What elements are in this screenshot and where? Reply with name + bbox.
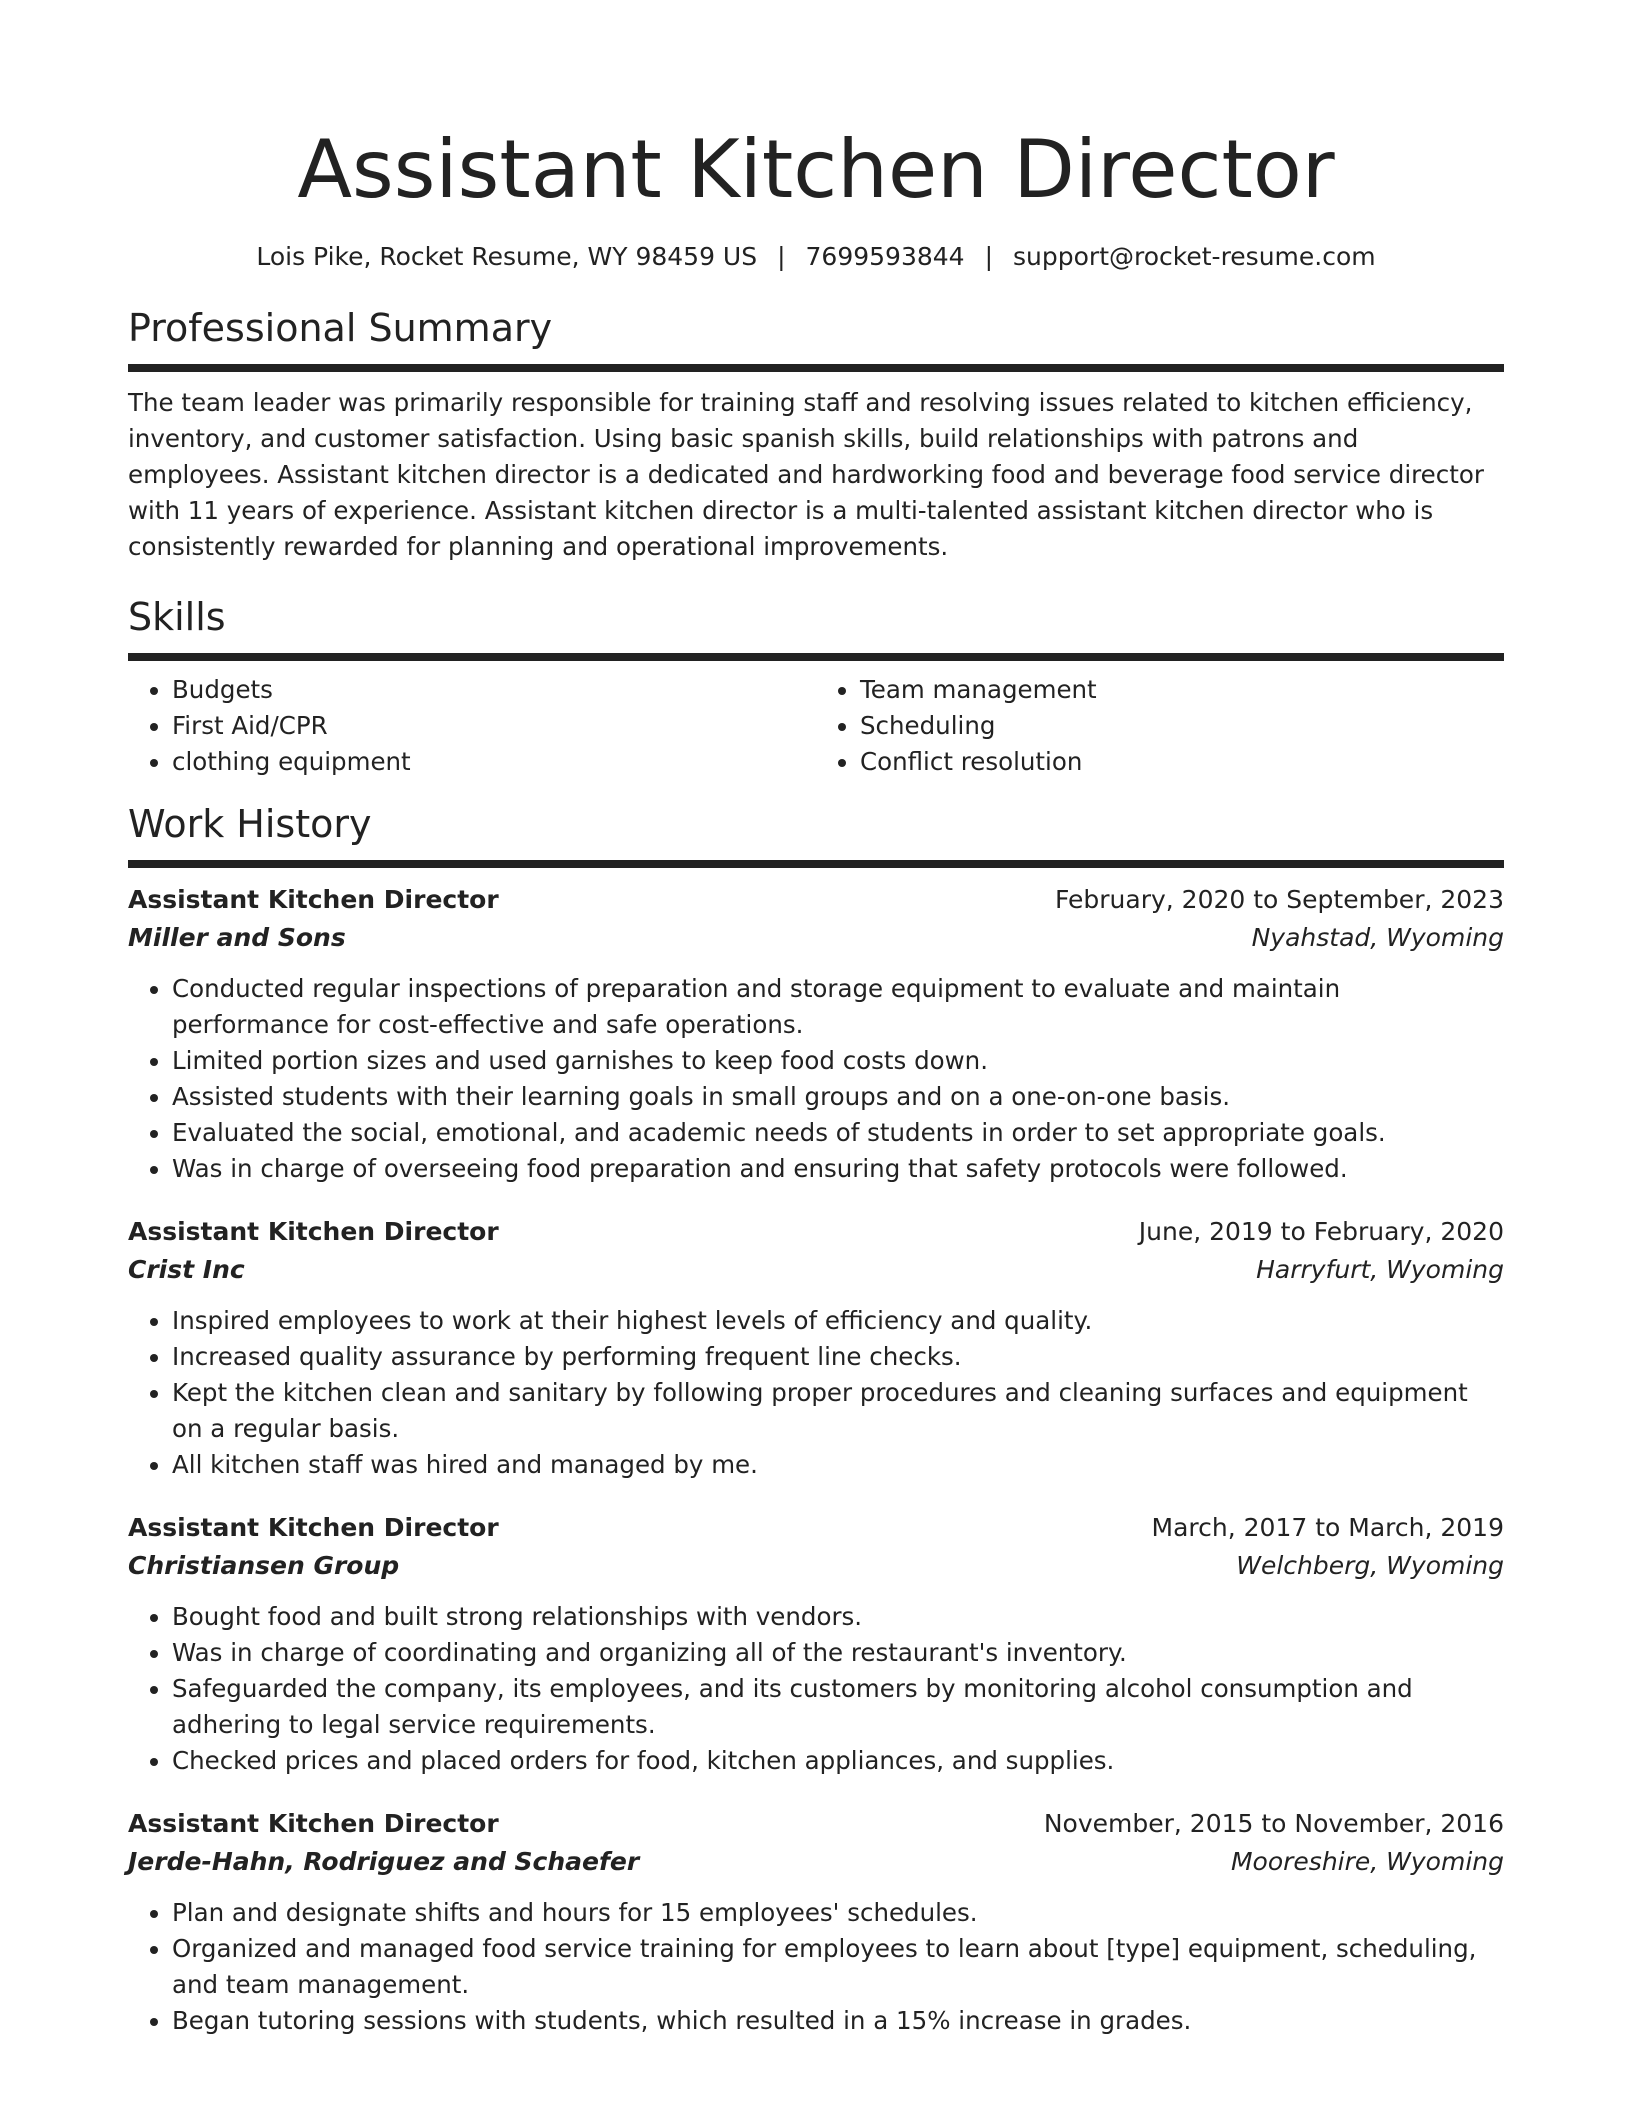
- skill-item: • Team management: [860, 672, 1504, 708]
- job-header: [128, 1509, 1504, 1547]
- section-rule: [128, 364, 1504, 371]
- summary-heading: Professional Summary: [128, 306, 553, 350]
- job-company: Miller and Sons: [128, 923, 346, 952]
- summary-text: The team leader was primarily responsible for training staff and resolving issues related to kitchen efficiency, inventory, and customer satisfaction. Using basic spanish skills, build relationships with patrons and employees. Assistant kitchen director is a dedicated and hardworking food and beverage food service director with 11 years of experience. Assistant kitchen director is a multi-talented assistant kitchen director who is consistently rewarded for planning and operational improvements.: [128, 388, 1484, 561]
- job-entry: [128, 1805, 1504, 2039]
- skill-item: • Conflict resolution: [860, 744, 1504, 780]
- job-bullet: • All kitchen staff was hired and managed by me.: [172, 1447, 1504, 1483]
- job-entry: [128, 1213, 1504, 1483]
- job-bullets: [128, 1895, 1504, 2039]
- job-company: Christiansen Group: [128, 1551, 400, 1580]
- job-bullet: • Was in charge of overseeing food preparation and ensuring that safety protocols were followed.: [172, 1151, 1504, 1187]
- job-subheader: [128, 1547, 1504, 1585]
- work-heading: Work History: [128, 802, 372, 846]
- skills-section: [128, 593, 1504, 780]
- skill-item: • Budgets: [172, 672, 816, 708]
- job-bullet: • Evaluated the social, emotional, and academic needs of students in order to set appropriate goals.: [172, 1115, 1504, 1151]
- job-bullets: [128, 1599, 1504, 1779]
- skills-list-left: [128, 672, 816, 780]
- contact-address: Lois Pike, Rocket Resume, WY 98459 US: [256, 242, 758, 271]
- job-bullet: • Increased quality assurance by performing frequent line checks.: [172, 1339, 1504, 1375]
- skills-heading: Skills: [128, 595, 226, 639]
- job-bullets: [128, 1303, 1504, 1483]
- job-bullet: • Kept the kitchen clean and sanitary by following proper procedures and cleaning surfaces and equipment on a regular basis.: [172, 1375, 1504, 1447]
- job-location: Mooreshire, Wyoming: [1230, 1847, 1504, 1876]
- job-bullet: • Inspired employees to work at their highest levels of efficiency and quality.: [172, 1303, 1504, 1339]
- job-subheader: [128, 1843, 1504, 1881]
- job-company: Jerde-Hahn, Rodriguez and Schaefer: [128, 1847, 640, 1876]
- skills-list-right: [816, 672, 1504, 780]
- resume-title: Assistant Kitchen Director: [297, 123, 1335, 216]
- contact-phone: 7699593844: [805, 242, 965, 271]
- job-title: Assistant Kitchen Director: [128, 1513, 499, 1542]
- resume-page: [128, 0, 1504, 2039]
- job-bullet: • Organized and managed food service training for employees to learn about [type] equipment, scheduling, and team management.: [172, 1931, 1504, 2003]
- job-bullet: • Plan and designate shifts and hours for 15 employees' schedules.: [172, 1895, 1504, 1931]
- job-location: Nyahstad, Wyoming: [1251, 923, 1504, 952]
- job-location: Welchberg, Wyoming: [1236, 1551, 1504, 1580]
- work-section: [128, 800, 1504, 2039]
- job-bullet: • Bought food and built strong relationships with vendors.: [172, 1599, 1504, 1635]
- job-dates: November, 2015 to November, 2016: [1043, 1809, 1504, 1838]
- contact-email: support@rocket-resume.com: [1013, 242, 1376, 271]
- skill-item: • First Aid/CPR: [172, 708, 816, 744]
- skill-item: • clothing equipment: [172, 744, 816, 780]
- job-header: [128, 881, 1504, 919]
- job-subheader: [128, 919, 1504, 957]
- job-bullet: • Conducted regular inspections of preparation and storage equipment to evaluate and maintain performance for cost-effective and safe operations.: [172, 971, 1504, 1043]
- job-header: [128, 1805, 1504, 1843]
- job-dates: March, 2017 to March, 2019: [1151, 1513, 1504, 1542]
- section-rule: [128, 653, 1504, 660]
- summary-section: [128, 304, 1504, 565]
- job-entry: [128, 881, 1504, 1187]
- job-subheader: [128, 1251, 1504, 1289]
- job-bullet: • Checked prices and placed orders for food, kitchen appliances, and supplies.: [172, 1743, 1504, 1779]
- job-company: Crist Inc: [128, 1255, 245, 1284]
- contact-separator: |: [777, 242, 786, 271]
- job-header: [128, 1213, 1504, 1251]
- contact-separator: |: [984, 242, 994, 271]
- job-bullet: • Assisted students with their learning goals in small groups and on a one-on-one basis.: [172, 1079, 1504, 1115]
- job-title: Assistant Kitchen Director: [128, 1217, 499, 1246]
- skill-item: • Scheduling: [860, 708, 1504, 744]
- job-title: Assistant Kitchen Director: [128, 885, 499, 914]
- job-location: Harryfurt, Wyoming: [1256, 1255, 1504, 1284]
- job-entry: [128, 1509, 1504, 1779]
- job-dates: June, 2019 to February, 2020: [1138, 1217, 1504, 1246]
- job-bullet: • Began tutoring sessions with students, which resulted in a 15% increase in grades.: [172, 2003, 1504, 2039]
- job-bullets: [128, 971, 1504, 1187]
- job-title: Assistant Kitchen Director: [128, 1809, 499, 1838]
- job-bullet: • Limited portion sizes and used garnishes to keep food costs down.: [172, 1043, 1504, 1079]
- job-bullet: • Safeguarded the company, its employees, and its customers by monitoring alcohol consumption and adhering to legal service requirements.: [172, 1671, 1504, 1743]
- job-bullet: • Was in charge of coordinating and organizing all of the restaurant's inventory.: [172, 1635, 1504, 1671]
- skills-columns: [128, 672, 1504, 780]
- job-dates: February, 2020 to September, 2023: [1055, 885, 1504, 914]
- contact-line: [128, 240, 1504, 274]
- section-rule: [128, 860, 1504, 867]
